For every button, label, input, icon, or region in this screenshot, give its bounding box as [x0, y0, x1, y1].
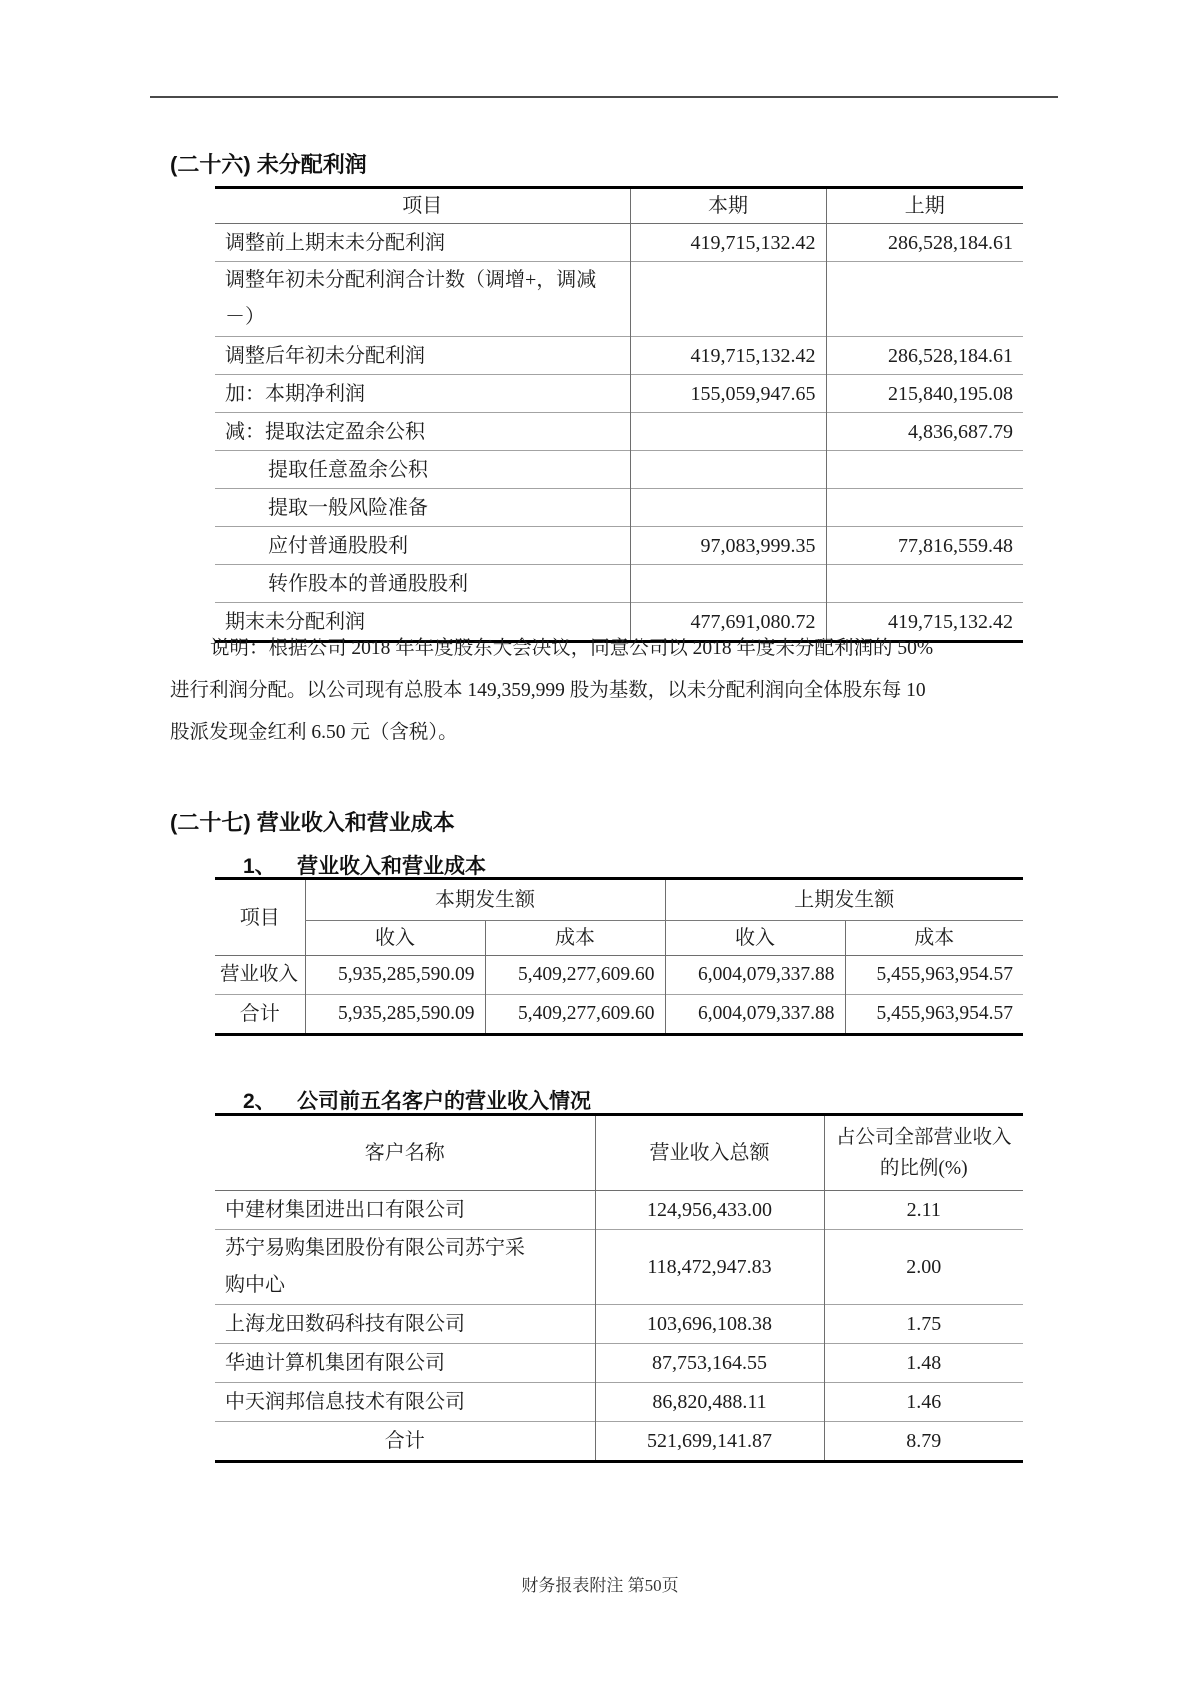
note-line: 股派发现金红利 6.50 元（含税）。: [170, 722, 458, 743]
cell-revenue-pct: 1.46: [824, 1383, 1023, 1422]
cell-revenue-amount: 521,699,141.87: [595, 1422, 824, 1462]
table-row: [215, 1230, 1023, 1305]
cell-customer-name: 华迪计算机集团有限公司: [215, 1344, 595, 1383]
table-row: [215, 527, 1023, 565]
page-footer: 财务报表附注 第50页: [521, 1576, 679, 1595]
subsection-title: 公司前五名客户的营业收入情况: [297, 1090, 591, 1113]
table-row: [215, 375, 1023, 413]
cell-prior-value: [826, 262, 1023, 337]
cell-prior-value: 77,816,559.48: [826, 527, 1023, 565]
cell-current-value: [630, 489, 826, 527]
header-income: 收入: [665, 921, 845, 956]
cell-revenue-pct: 2.11: [824, 1191, 1023, 1230]
cell-current-value: [630, 451, 826, 489]
note-line: 进行利润分配。以公司现有总股本 149,359,999 股为基数，以未分配利润向全体股东每 10: [170, 680, 926, 701]
table-row: [215, 1191, 1023, 1230]
subsection-title: 营业收入和营业成本: [297, 855, 486, 878]
header-revenue-pct: [824, 1115, 1023, 1191]
customer-name-text: 苏宁易购集团股份有限公司苏宁采购中心: [225, 1237, 525, 1296]
cell-item-label: 调整前上期末未分配利润: [225, 231, 445, 254]
cell-prior-value: 286,528,184.61: [826, 337, 1023, 375]
cell-revenue-amount: 124,956,433.00: [595, 1191, 824, 1230]
table-row: [215, 262, 1023, 337]
cell-current-value: 155,059,947.65: [630, 375, 826, 413]
table-row: [215, 956, 1023, 995]
revenue-cost-table: [215, 877, 1023, 1036]
table-row: [215, 224, 1023, 262]
table-header-row: [215, 1115, 1023, 1191]
page-header-rule: [150, 96, 1058, 98]
cell-item-label: 转作股本的普通股股利: [215, 565, 630, 603]
cell-revenue-amount: 103,696,108.38: [595, 1305, 824, 1344]
cell-current-value: 419,715,132.42: [630, 337, 826, 375]
cell-prior-income: 6,004,079,337.88: [665, 956, 845, 995]
header-item: 项目: [215, 879, 305, 956]
table-row: [215, 489, 1023, 527]
cell-prior-value: 286,528,184.61: [826, 224, 1023, 262]
cell-item-label: 减：提取法定盈余公积: [215, 413, 630, 451]
table-row: [215, 1305, 1023, 1344]
table-row: [215, 565, 1023, 603]
cell-item-label: 提取一般风险准备: [215, 489, 630, 527]
header-income: 收入: [305, 921, 485, 956]
cell-prior-value: [826, 489, 1023, 527]
header-prior-period-group: 上期发生额: [665, 879, 1023, 921]
undistributed-profit-table: [215, 186, 1023, 643]
cell-revenue-amount: 87,753,164.55: [595, 1344, 824, 1383]
header-current-period-group: 本期发生额: [305, 879, 665, 921]
header-cost: 成本: [485, 921, 665, 956]
cell-prior-cost: 5,455,963,954.57: [845, 956, 1023, 995]
cell-item-label: 期末未分配利润: [215, 603, 630, 642]
header-prior-period: 上期: [826, 188, 1023, 224]
cell-revenue-pct: 1.75: [824, 1305, 1023, 1344]
section-27-title: (二十七) 营业收入和营业成本: [170, 810, 455, 835]
cell-revenue-pct: 2.00: [824, 1230, 1023, 1305]
header-cost: 成本: [845, 921, 1023, 956]
cell-revenue-amount: 86,820,488.11: [595, 1383, 824, 1422]
cell-current-cost: 5,409,277,609.60: [485, 956, 665, 995]
table-header-row: [215, 879, 1023, 921]
cell-prior-value: 4,836,687.79: [826, 413, 1023, 451]
table-row: [215, 337, 1023, 375]
cell-current-income: 5,935,285,590.09: [305, 956, 485, 995]
table-header-row: [215, 188, 1023, 224]
cell-customer-name: 合计: [215, 1422, 595, 1462]
cell-item-label: [215, 262, 630, 337]
table-subheader-row: [215, 921, 1023, 956]
cell-item-label: 加：本期净利润: [215, 375, 630, 413]
header-revenue-amount: 营业收入总额: [595, 1115, 824, 1191]
header-item: 项目: [215, 188, 630, 224]
section-26-title: (二十六) 未分配利润: [170, 152, 367, 177]
header-current-period: 本期: [630, 188, 826, 224]
cell-current-value: [630, 413, 826, 451]
cell-current-cost: 5,409,277,609.60: [485, 995, 665, 1035]
cell-current-value: 419,715,132.42: [630, 224, 826, 262]
cell-item-label: 提取任意盈余公积: [215, 451, 630, 489]
dividend-note-paragraph: [170, 628, 1032, 754]
header-revenue-pct-line1: 占公司全部营业收入: [835, 1127, 1012, 1148]
cell-revenue-pct: 1.48: [824, 1344, 1023, 1383]
cell-current-value: 97,083,999.35: [630, 527, 826, 565]
subsection-2-heading: [243, 1085, 591, 1115]
cell-customer-name: 中建材集团进出口有限公司: [225, 1199, 465, 1221]
table-row: [215, 1344, 1023, 1383]
cell-item-label: 应付普通股股利: [215, 527, 630, 565]
table-row: [215, 413, 1023, 451]
cell-prior-value: [826, 565, 1023, 603]
cell-customer-name: 中天润邦信息技术有限公司: [215, 1383, 595, 1422]
header-revenue-pct-line2: 的比例(%): [879, 1158, 968, 1179]
cell-row-label: 营业收入: [215, 956, 305, 995]
table-total-row: [215, 995, 1023, 1035]
cell-item-label: 调整后年初未分配利润: [215, 337, 630, 375]
cell-current-value: [630, 565, 826, 603]
cell-row-label: 合计: [215, 995, 305, 1035]
subsection-1-heading: [243, 850, 486, 880]
cell-prior-income: 6,004,079,337.88: [665, 995, 845, 1035]
note-line: 说明：根据公司 2018 年年度股东大会决议，同意公司以 2018 年度未分配利润的 50%: [210, 638, 934, 659]
cell-prior-value: 215,840,195.08: [826, 375, 1023, 413]
table-row: [215, 451, 1023, 489]
header-customer-name: 客户名称: [215, 1115, 595, 1191]
table-total-row: [215, 1422, 1023, 1462]
cell-current-income: 5,935,285,590.09: [305, 995, 485, 1035]
cell-revenue-pct: 8.79: [824, 1422, 1023, 1462]
cell-customer-name: [215, 1230, 595, 1305]
subsection-number: 2、: [243, 1090, 276, 1113]
cell-prior-value: 419,715,132.42: [826, 603, 1023, 642]
subsection-number: 1、: [243, 855, 276, 878]
table-row: [215, 1383, 1023, 1422]
cell-current-value: 477,691,080.72: [630, 603, 826, 642]
top-customers-table: [215, 1113, 1023, 1463]
cell-current-value: [630, 262, 826, 337]
cell-prior-cost: 5,455,963,954.57: [845, 995, 1023, 1035]
cell-prior-value: [826, 451, 1023, 489]
cell-customer-name: 上海龙田数码科技有限公司: [215, 1305, 595, 1344]
cell-revenue-amount: 118,472,947.83: [595, 1230, 824, 1305]
item-label-text: 调整年初未分配利润合计数（调增+，调减－）: [225, 269, 597, 328]
